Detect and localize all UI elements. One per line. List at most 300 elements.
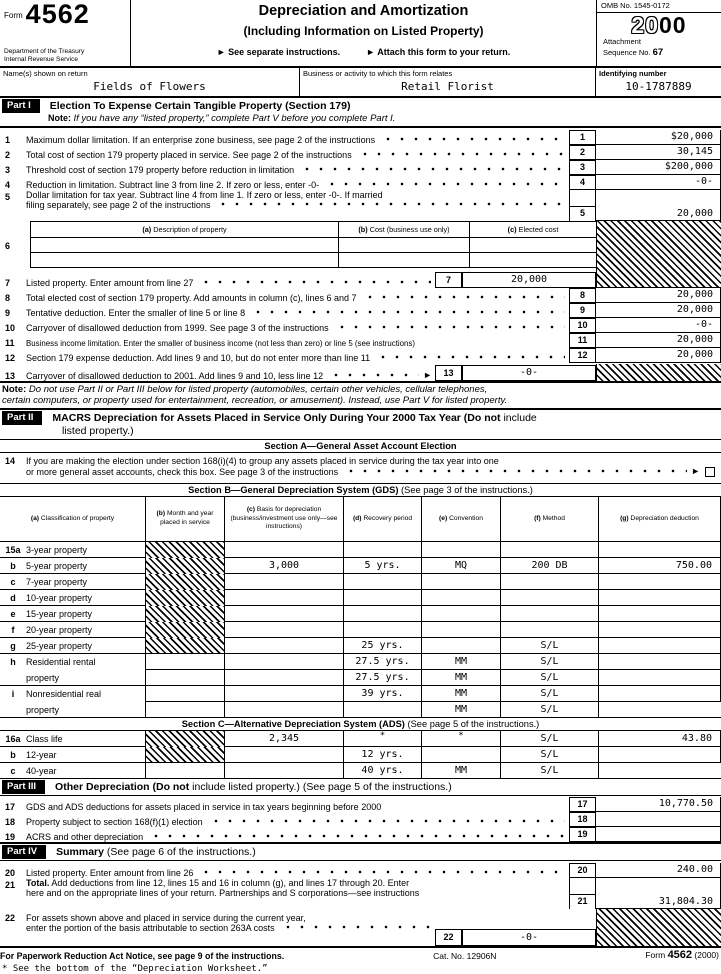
part1-header-block xyxy=(0,98,721,128)
sequence-label: Sequence No. xyxy=(603,47,651,57)
line-19-value[interactable] xyxy=(596,827,721,842)
ads-table xyxy=(0,731,721,779)
line-19-box: 19 xyxy=(569,827,596,842)
part3-header-block xyxy=(0,779,721,796)
row-15g-deduction[interactable] xyxy=(599,638,721,654)
row-16b-label: b 12-year xyxy=(0,747,146,763)
part2-title-normal: include xyxy=(503,412,537,424)
dot-leader xyxy=(364,293,565,301)
row-16b-basis[interactable] xyxy=(225,747,344,763)
col-header-deduction: (g) Depreciation deduction xyxy=(599,497,721,542)
line-12-value[interactable]: 20,000 xyxy=(596,348,721,363)
row-16c-recovery: 40 yrs. xyxy=(344,763,422,779)
line-1-number: 1 xyxy=(5,135,11,145)
row-15i2-basis[interactable] xyxy=(225,702,344,718)
row-15h2-recovery: 27.5 yrs. xyxy=(344,670,422,686)
section-b-header: Section B—General Depreciation System (GDS) (See page 3 of the instructions.) xyxy=(0,483,721,497)
row-15i2-month[interactable] xyxy=(146,702,225,718)
row-15a-recovery[interactable] xyxy=(344,542,422,558)
row-16c-method: S/L xyxy=(501,763,599,779)
line-10-label: Carryover of disallowed deduction from 1999. See page 3 of the instructions xyxy=(26,323,329,333)
row-15i2-recovery[interactable] xyxy=(344,702,422,718)
row-16b-convention[interactable] xyxy=(422,747,501,763)
see-instructions-note: ► See separate instructions. xyxy=(216,47,341,57)
tax-year-logo xyxy=(597,13,721,37)
row-16c-deduction[interactable] xyxy=(599,763,721,779)
row-15d-method[interactable] xyxy=(501,590,599,606)
line-5-value[interactable]: 20,000 xyxy=(596,190,721,221)
line-5-number: 5 xyxy=(5,192,11,202)
line-2-box: 2 xyxy=(569,145,596,160)
line-9-number: 9 xyxy=(5,308,11,318)
line-5-label xyxy=(26,190,569,221)
dot-leader xyxy=(301,165,565,173)
row-15i1-method: S/L xyxy=(501,686,599,702)
form-number: 4562 xyxy=(25,0,90,29)
line-9-label: Tentative deduction. Enter the smaller of line 5 or line 8 xyxy=(26,308,246,318)
note-label: Note: xyxy=(2,384,27,395)
row-15b-recovery[interactable]: 5 yrs. xyxy=(344,558,422,574)
part1-note-text: If you have any “listed property,” complete Part V before you complete Part I. xyxy=(73,113,396,124)
row-16a-convention[interactable]: * xyxy=(422,731,501,747)
general-asset-election-checkbox[interactable] xyxy=(705,467,715,477)
row-15h2-deduction[interactable] xyxy=(599,670,721,686)
line-14 xyxy=(0,453,721,483)
col-header-basis: (c) Basis for depreciation (business/investment use only—see instructions) xyxy=(225,497,344,542)
line-13-label: Carryover of disallowed deduction to 2001. Add lines 9 and 10, less line 12 xyxy=(26,371,324,381)
line-4 xyxy=(0,175,721,190)
line-22-value[interactable]: -0- xyxy=(462,929,596,946)
line-22-label-1: For assets shown above and placed in service during the current year, xyxy=(26,913,306,923)
row-16a-month-hatch xyxy=(146,731,225,747)
line-6-elected-1[interactable] xyxy=(470,238,597,253)
part4-title-bold: Summary xyxy=(56,846,104,858)
dot-leader xyxy=(377,353,565,361)
business-field[interactable]: Retail Florist xyxy=(401,80,494,93)
row-15h1-deduction[interactable] xyxy=(599,654,721,670)
line-11-box: 11 xyxy=(569,333,596,348)
note-listed-property xyxy=(0,381,721,408)
line-4-number: 4 xyxy=(5,180,11,190)
row-15e-basis[interactable] xyxy=(225,606,344,622)
part3-title-bold: Other Depreciation (Do not xyxy=(55,781,190,793)
col-header-method: (f) Method xyxy=(501,497,599,542)
attach-form-note: ► Attach this form to your return. xyxy=(366,47,511,57)
dot-leader xyxy=(345,467,687,475)
asterisk-footnote: * See the bottom of the “Depreciation Worksheet.” xyxy=(2,964,268,974)
identity-row xyxy=(0,68,721,98)
line-12 xyxy=(0,348,721,363)
row-16b-deduction[interactable] xyxy=(599,747,721,763)
row-15h2-method: S/L xyxy=(501,670,599,686)
part3-tag: Part III xyxy=(2,780,45,794)
line-22-number: 22 xyxy=(5,913,16,923)
dot-leader xyxy=(210,817,565,825)
line-7-value[interactable]: 20,000 xyxy=(462,272,596,288)
row-15a-month-hatch xyxy=(146,542,225,558)
line-12-label: Section 179 expense deduction. Add lines 9 and 10, but do not enter more than line 11 xyxy=(26,353,371,363)
line-8-label: Total elected cost of section 179 property. Add amounts in column (c), lines 6 and 7 xyxy=(26,293,357,303)
line-17-value[interactable]: 10,770.50 xyxy=(596,797,721,812)
row-15b-deduction[interactable]: 750.00 xyxy=(599,558,721,574)
line-3-box: 3 xyxy=(569,160,596,175)
line-4-label: Reduction in limitation. Subtract line 3 from line 2. If zero or less, enter -0- xyxy=(26,180,320,190)
col-header-cost: (b) Cost (business use only) xyxy=(339,222,470,238)
line-3-label: Threshold cost of section 179 property before reduction in limitation xyxy=(26,165,295,175)
name-cell xyxy=(0,68,300,96)
line-6-elected-2[interactable] xyxy=(470,253,597,268)
col-header-elected-cost: (c) Elected cost xyxy=(470,222,597,238)
line-17 xyxy=(0,797,721,812)
row-15g-recovery: 25 yrs. xyxy=(344,638,422,654)
part1-title: Election To Expense Certain Tangible Property (Section 179) xyxy=(49,100,351,112)
row-15i2-deduction[interactable] xyxy=(599,702,721,718)
name-field[interactable]: Fields of Flowers xyxy=(93,80,206,93)
line-17-label: GDS and ADS deductions for assets placed in service in tax years beginning before 2000 xyxy=(26,802,382,812)
row-15c-recovery[interactable] xyxy=(344,574,422,590)
hatched-area-6-7 xyxy=(596,221,721,288)
dept-treasury-label: Department of the Treasury xyxy=(4,48,85,56)
line-5 xyxy=(0,190,721,221)
dot-leader xyxy=(282,923,431,931)
line-18-label: Property subject to section 168(f)(1) election xyxy=(26,817,203,827)
row-15i1-recovery: 39 yrs. xyxy=(344,686,422,702)
row-15e-convention[interactable] xyxy=(422,606,501,622)
catalog-number: Cat. No. 12906N xyxy=(433,951,497,961)
line-1 xyxy=(0,130,721,145)
row-15h1-month[interactable] xyxy=(146,654,225,670)
line-6-table xyxy=(30,221,596,268)
line-7 xyxy=(0,268,596,288)
line-12-number: 12 xyxy=(5,353,16,363)
identifying-number-field[interactable]: 10-1787889 xyxy=(625,80,692,93)
line-21-label-bold: Total. xyxy=(26,878,50,888)
line-21 xyxy=(0,878,721,909)
part2-title-line2: listed property.) xyxy=(62,425,134,437)
right-arrow-icon: ► xyxy=(691,466,700,476)
line-21-number: 21 xyxy=(5,880,16,890)
row-15f-deduction[interactable] xyxy=(599,622,721,638)
row-15f-method[interactable] xyxy=(501,622,599,638)
line-10-box: 10 xyxy=(569,318,596,333)
paperwork-notice: For Paperwork Reduction Act Notice, see page 9 of the instructions. xyxy=(0,951,285,961)
line-8-box: 8 xyxy=(569,288,596,303)
line-19 xyxy=(0,827,721,842)
row-15c-method[interactable] xyxy=(501,574,599,590)
line-19-label: ACRS and other depreciation xyxy=(26,832,144,842)
line-21-box: 21 xyxy=(570,894,595,909)
row-16c-convention: MM xyxy=(422,763,501,779)
row-15i2-convention: MM xyxy=(422,702,501,718)
business-label: Business or activity to which this form relates xyxy=(303,69,453,78)
col-header-convention: (e) Convention xyxy=(422,497,501,542)
row-15i1-basis[interactable] xyxy=(225,686,344,702)
line-1-box: 1 xyxy=(569,130,596,145)
line-13-value[interactable]: -0- xyxy=(462,365,596,381)
row-15f-basis[interactable] xyxy=(225,622,344,638)
business-cell xyxy=(300,68,596,96)
line-5-label-1: Dollar limitation for tax year. Subtract line 4 from line 1. If zero or less, enter -0-. If married xyxy=(26,190,383,200)
form-header xyxy=(0,0,721,68)
gds-table xyxy=(0,497,721,718)
row-15d-month-hatch xyxy=(146,590,225,606)
row-15b-month-hatch xyxy=(146,558,225,574)
row-15b-label: b 5-year property xyxy=(0,558,146,574)
line-6-description-1[interactable] xyxy=(31,238,339,253)
line-22-label-2: enter the portion of the basis attributable to section 263A costs xyxy=(26,923,275,933)
row-15c-month-hatch xyxy=(146,574,225,590)
row-15i1-deduction[interactable] xyxy=(599,686,721,702)
line-17-box: 17 xyxy=(569,797,596,812)
line-17-number: 17 xyxy=(5,802,16,812)
line-13 xyxy=(0,363,721,381)
line-11-label: Business income limitation. Enter the smaller of business income (not less than zero) or line 5 (see instructions) xyxy=(26,339,416,348)
line-7-label: Listed property. Enter amount from line 27 xyxy=(26,278,194,288)
row-15g-label: g 25-year property xyxy=(0,638,146,654)
row-15a-method[interactable] xyxy=(501,542,599,558)
row-15f-recovery[interactable] xyxy=(344,622,422,638)
row-15h-label-2: property xyxy=(0,670,146,686)
row-16c-label: c 40-year xyxy=(0,763,146,779)
part2-header-block xyxy=(0,408,721,440)
row-15b-basis[interactable]: 3,000 xyxy=(225,558,344,574)
line-6-number: 6 xyxy=(5,241,11,251)
name-label: Name(s) shown on return xyxy=(3,69,88,78)
line-3 xyxy=(0,160,721,175)
row-15c-deduction[interactable] xyxy=(599,574,721,590)
note-text-1: Do not use Part II or Part III below for listed property (automobiles, certain other vehicles, cellular telephones, xyxy=(28,384,488,395)
row-16a-deduction[interactable]: 43.80 xyxy=(599,731,721,747)
row-16a-recovery[interactable]: * xyxy=(344,731,422,747)
hatched-area-13 xyxy=(596,364,721,381)
line-18-number: 18 xyxy=(5,817,16,827)
row-15g-convention[interactable] xyxy=(422,638,501,654)
line-10-value[interactable]: -0- xyxy=(596,318,721,333)
line-2-number: 2 xyxy=(5,150,11,160)
row-15f-label: f 20-year property xyxy=(0,622,146,638)
row-15i1-month[interactable] xyxy=(146,686,225,702)
attachment-sequence xyxy=(597,37,721,59)
row-16c-month[interactable] xyxy=(146,763,225,779)
line-20 xyxy=(0,863,721,878)
row-15h1-method: S/L xyxy=(501,654,599,670)
row-16a-basis[interactable]: 2,345 xyxy=(225,731,344,747)
line-13-box: 13 xyxy=(435,365,462,381)
form-header-right xyxy=(596,0,721,66)
line-9-value[interactable]: 20,000 xyxy=(596,303,721,318)
dot-leader xyxy=(217,200,565,208)
part4-title-see: (See page 6 of the instructions.) xyxy=(106,846,256,858)
dot-leader xyxy=(336,323,565,331)
line-9-box: 9 xyxy=(569,303,596,318)
row-15e-deduction[interactable] xyxy=(599,606,721,622)
row-15e-month-hatch xyxy=(146,606,225,622)
line-14-label-1: If you are making the election under section 168(i)(4) to group any assets placed in service during the tax year into one xyxy=(26,456,499,466)
form-word: Form xyxy=(4,11,23,20)
line-9 xyxy=(0,303,721,318)
form-footer xyxy=(0,946,721,962)
row-16b-month-hatch xyxy=(146,747,225,763)
row-15h1-convention: MM xyxy=(422,654,501,670)
row-15g-basis[interactable] xyxy=(225,638,344,654)
line-14-number: 14 xyxy=(5,456,16,466)
row-16a-label: 16a Class life xyxy=(0,731,146,747)
part4-tag: Part IV xyxy=(2,845,46,859)
row-15i-label-2: property xyxy=(0,702,146,718)
part2-tag: Part II xyxy=(2,411,42,425)
section-6-7 xyxy=(0,221,721,288)
row-15a-deduction[interactable] xyxy=(599,542,721,558)
line-1-label: Maximum dollar limitation. If an enterprise zone business, see page 2 of the instructions xyxy=(26,135,376,145)
line-2-value[interactable]: 30,145 xyxy=(596,145,721,160)
hatched-area-22 xyxy=(596,909,721,946)
row-15d-basis[interactable] xyxy=(225,590,344,606)
line-8-number: 8 xyxy=(5,293,11,303)
section-a-header: Section A—General Asset Account Election xyxy=(0,440,721,453)
line-5-box: 5 xyxy=(570,206,595,221)
line-18-box: 18 xyxy=(569,812,596,827)
form-header-center xyxy=(131,0,596,66)
line-21-value[interactable]: 31,804.30 xyxy=(596,878,721,909)
row-15e-method[interactable] xyxy=(501,606,599,622)
part3-title-see: (See page 5 of the instructions.) xyxy=(302,781,452,793)
irs-label: Internal Revenue Service xyxy=(4,56,79,64)
row-15i-label: i Nonresidential real xyxy=(0,686,146,702)
row-15a-label: 15a 3-year property xyxy=(0,542,146,558)
form-header-left xyxy=(0,0,131,66)
line-8 xyxy=(0,288,721,303)
line-6-cost-1[interactable] xyxy=(339,238,470,253)
row-15f-month-hatch xyxy=(146,622,225,638)
row-16b-recovery: 12 yrs. xyxy=(344,747,422,763)
line-6-cost-2[interactable] xyxy=(339,253,470,268)
dot-leader xyxy=(252,308,565,316)
row-15c-convention[interactable] xyxy=(422,574,501,590)
line-12-box: 12 xyxy=(569,348,596,363)
line-2-label: Total cost of section 179 property placed in service. See page 2 of the instructions xyxy=(26,150,352,160)
part1-tag: Part I xyxy=(2,99,40,113)
row-15d-convention[interactable] xyxy=(422,590,501,606)
row-15h-label: h Residential rental xyxy=(0,654,146,670)
dot-leader xyxy=(382,135,565,143)
row-15f-convention[interactable] xyxy=(422,622,501,638)
line-18 xyxy=(0,812,721,827)
dot-leader xyxy=(200,868,565,876)
line-22-box: 22 xyxy=(435,929,462,946)
line-14-label-2: or more general asset accounts, check this box. See page 3 of the instructions xyxy=(26,467,339,477)
col-header-description: (a) Description of property xyxy=(31,222,339,238)
row-15h2-month[interactable] xyxy=(146,670,225,686)
part2-title-bold: MACRS Depreciation for Assets Placed in Service Only During Your 2000 Tax Year (Do not xyxy=(52,412,501,424)
col-header-classification: (a) Classification of property xyxy=(0,497,146,542)
section-c-header: Section C—Alternative Depreciation System (ADS) (See page 5 of the instructions.) xyxy=(0,718,721,731)
row-16b-method: S/L xyxy=(501,747,599,763)
line-21-label-1: Add deductions from line 12, lines 15 and 16 in column (g), and lines 17 through 20. Enter xyxy=(51,878,410,888)
line-1-value[interactable]: $20,000 xyxy=(596,130,721,145)
line-21-box-col xyxy=(569,878,596,909)
row-15h2-basis[interactable] xyxy=(225,670,344,686)
dot-leader xyxy=(330,371,419,379)
col-header-month-year: (b) Month and year placed in service xyxy=(146,497,225,542)
line-5-box-col xyxy=(569,190,596,221)
row-15a-basis[interactable] xyxy=(225,542,344,558)
line-20-label: Listed property. Enter amount from line 26 xyxy=(26,868,194,878)
line-3-value[interactable]: $200,000 xyxy=(596,160,721,175)
line-10-number: 10 xyxy=(5,323,16,333)
row-15e-label: e 15-year property xyxy=(0,606,146,622)
line-22 xyxy=(0,909,721,946)
part4-header-block xyxy=(0,842,721,861)
right-arrow-icon: ► xyxy=(423,370,432,380)
row-15b-convention[interactable]: MQ xyxy=(422,558,501,574)
row-15e-recovery[interactable] xyxy=(344,606,422,622)
sequence-number: 67 xyxy=(652,46,664,58)
line-7-box: 7 xyxy=(435,272,462,288)
row-16a-method: S/L xyxy=(501,731,599,747)
line-6-description-2[interactable] xyxy=(31,253,339,268)
line-18-value[interactable] xyxy=(596,812,721,827)
row-15c-label: c 7-year property xyxy=(0,574,146,590)
line-20-value[interactable]: 240.00 xyxy=(596,863,721,878)
line-8-value[interactable]: 20,000 xyxy=(596,288,721,303)
form-subtitle: (Including Information on Listed Property) xyxy=(243,24,484,38)
line-5-label-2: filing separately, see page 2 of the instructions xyxy=(26,200,211,210)
dot-leader xyxy=(150,832,565,840)
row-15d-recovery[interactable] xyxy=(344,590,422,606)
tax-year-solid: 00 xyxy=(659,12,687,38)
omb-number: OMB No. 1545-0172 xyxy=(597,0,721,13)
form-footer-id: Form 4562 (2000) xyxy=(645,949,719,961)
dot-leader xyxy=(359,150,565,158)
row-15d-label: d 10-year property xyxy=(0,590,146,606)
row-15h1-recovery: 27.5 yrs. xyxy=(344,654,422,670)
line-13-number: 13 xyxy=(5,371,16,381)
row-15a-convention[interactable] xyxy=(422,542,501,558)
row-15c-basis[interactable] xyxy=(225,574,344,590)
row-15i2-method: S/L xyxy=(501,702,599,718)
part3-title-normal: include listed property.) xyxy=(192,781,300,793)
line-4-value[interactable]: -0- xyxy=(596,175,721,190)
line-2 xyxy=(0,145,721,160)
line-20-box: 20 xyxy=(569,863,596,878)
row-15d-deduction[interactable] xyxy=(599,590,721,606)
col-header-recovery: (d) Recovery period xyxy=(344,497,422,542)
row-15h1-basis[interactable] xyxy=(225,654,344,670)
row-15i1-convention: MM xyxy=(422,686,501,702)
dot-leader xyxy=(326,180,565,188)
line-19-number: 19 xyxy=(5,832,16,842)
row-16c-basis[interactable] xyxy=(225,763,344,779)
row-15b-method[interactable]: 200 DB xyxy=(501,558,599,574)
line-20-number: 20 xyxy=(5,868,16,878)
row-15h2-convention: MM xyxy=(422,670,501,686)
note-text-2: certain computers, or property used for entertainment, recreation, or amusement). Instead, use Part V for listed property. xyxy=(2,395,508,406)
id-number-cell xyxy=(596,68,721,96)
line-4-box: 4 xyxy=(569,175,596,190)
dot-leader xyxy=(200,278,431,286)
part1-note-label: Note: xyxy=(48,113,71,123)
form-title: Depreciation and Amortization xyxy=(258,3,469,19)
line-11-value[interactable]: 20,000 xyxy=(596,333,721,348)
line-21-label-2: here and on the appropriate lines of your return. Partnerships and S corporations—see instructions xyxy=(26,888,420,898)
row-15g-method: S/L xyxy=(501,638,599,654)
attachment-label: Attachment xyxy=(603,37,641,47)
row-15g-month-hatch xyxy=(146,638,225,654)
line-10 xyxy=(0,318,721,333)
line-7-number: 7 xyxy=(5,278,11,288)
line-11-number: 11 xyxy=(5,338,15,348)
line-3-number: 3 xyxy=(5,165,11,175)
